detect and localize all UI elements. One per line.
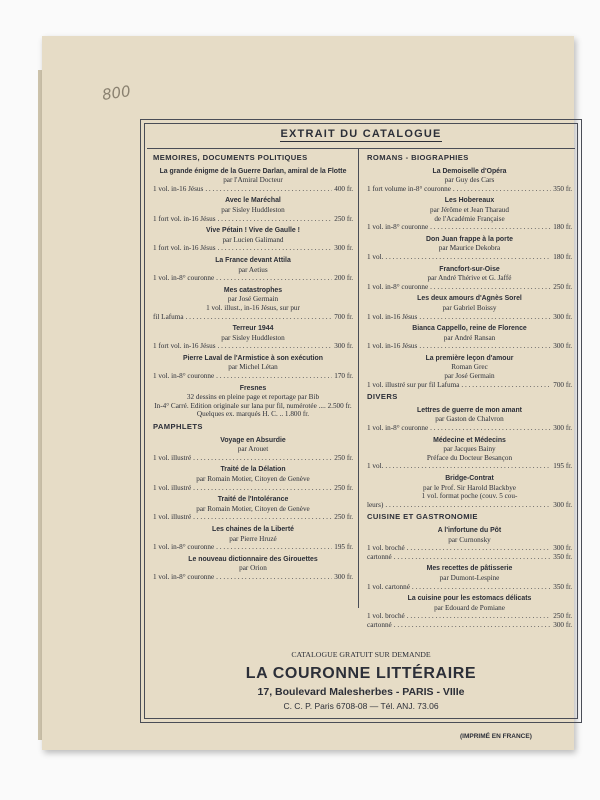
book-detail: par Aetius — [238, 265, 268, 274]
book-detail: par Jérôme et Jean Tharaud — [430, 205, 509, 214]
book-detail: par José Germain — [227, 295, 279, 304]
catalogue-entry — [367, 295, 572, 321]
book-title: La Demoiselle d'Opéra — [432, 167, 507, 175]
item-format: 1 fort vol. in-16 Jésus — [153, 342, 216, 351]
publisher-ccp: C. C. P. Paris 6708-08 — Tél. ANJ. 73.06 — [283, 701, 439, 711]
book-detail: 1 vol. illust., in-16 Jésus, sur pur — [206, 303, 300, 312]
catalogue-entry — [153, 168, 353, 194]
item-format: leurs) — [367, 500, 384, 509]
book-title: Le nouveau dictionnaire des Girouettes — [188, 555, 318, 563]
section-heading: ROMANS - BIOGRAPHIES — [367, 153, 469, 162]
dot-leader — [430, 223, 551, 232]
catalogue-entry — [153, 197, 353, 223]
book-title: Mes recettes de pâtisserie — [426, 565, 513, 573]
price-line — [153, 244, 353, 253]
catalogue-note: CATALOGUE GRATUIT SUR DEMANDE — [291, 650, 431, 659]
dot-leader — [407, 544, 552, 553]
book-title: Bianca Cappello, reine de Florence — [412, 325, 527, 333]
catalogue-entry — [367, 527, 572, 561]
section-heading: MEMOIRES, DOCUMENTS POLITIQUES — [153, 153, 308, 162]
book-detail: par Pierre Hruzé — [229, 534, 277, 543]
item-format: 1 vol. in-8° couronne — [367, 223, 429, 232]
dot-leader — [385, 462, 551, 471]
price-line — [153, 543, 353, 552]
book-detail: par Romain Motier, Citoyen de Genève — [196, 475, 310, 483]
catalogue-entry — [153, 526, 353, 552]
item-price: 250 fr. — [334, 453, 353, 462]
catalogue-entry — [367, 266, 572, 292]
price-line — [153, 513, 353, 522]
item-price: 300 fr. — [553, 500, 572, 509]
item-format: 1 fort vol. in-16 Jésus — [153, 214, 216, 223]
price-line — [367, 462, 572, 471]
book-detail: par Romain Motier, Citoyen de Genève — [196, 504, 310, 513]
item-price: 350 fr. — [553, 552, 572, 561]
item-format: 1 fort volume in-8° couronne — [367, 184, 451, 193]
dot-leader — [461, 381, 551, 390]
item-format: 1 vol. illustré — [153, 513, 192, 522]
book-detail: par Sisley Huddleston — [221, 205, 285, 214]
dot-leader — [407, 612, 552, 621]
price-line — [153, 573, 353, 582]
item-format: 1 vol. illustré sur pur fil Lafuma — [367, 380, 460, 389]
book-detail: par Dumont-Lespine — [439, 573, 500, 582]
price-line — [153, 274, 353, 283]
price-line — [367, 553, 572, 562]
book-detail: par Gaston de Chalvron — [435, 415, 504, 424]
dot-leader — [394, 553, 551, 562]
dot-leader — [430, 424, 551, 433]
book-detail: par Gabriel Boissy — [442, 303, 497, 312]
item-price: 350 fr. — [553, 184, 572, 193]
item-price: 300 fr. — [553, 620, 572, 629]
item-price: 300 fr. — [553, 342, 572, 351]
item-price: 180 fr. — [553, 223, 572, 232]
dot-leader — [218, 215, 333, 224]
book-detail: In-4° Carré. Edition originale sur lana pur fil, numérotée .... 2.500 fr. — [154, 401, 352, 410]
catalogue-entry — [367, 236, 572, 262]
book-back-cover — [42, 36, 574, 750]
item-price: 300 fr. — [553, 424, 572, 433]
item-price: 250 fr. — [553, 612, 572, 621]
dot-leader — [385, 501, 551, 510]
book-detail: par Sisley Huddleston — [221, 333, 285, 342]
book-title: Mes catastrophes — [223, 286, 283, 294]
price-line — [367, 544, 572, 553]
book-title: Médecine et Médecins — [433, 436, 506, 444]
item-format: 1 vol. illustré — [153, 483, 192, 492]
price-line — [367, 621, 572, 630]
catalogue-entry — [367, 325, 572, 351]
book-title: La France devant Attila — [215, 256, 291, 264]
catalogue-entry — [367, 197, 572, 231]
price-line — [367, 424, 572, 433]
book-detail: par Edouard de Pomiane — [434, 603, 505, 612]
book-title: Avec le Maréchal — [225, 197, 281, 205]
book-title: Pierre Laval de l'Armistice à son exécution — [183, 354, 323, 362]
price-line — [367, 253, 572, 262]
section-heading: CUISINE ET GASTRONOMIE — [367, 512, 478, 522]
book-title: A l'infortune du Pôt — [437, 526, 502, 534]
item-format: fil Lafuma — [153, 312, 184, 321]
book-detail: par Guy des Cars — [444, 176, 495, 185]
column-divider — [358, 148, 359, 608]
dot-leader — [216, 573, 332, 582]
book-detail: par Curnonsky — [448, 535, 491, 544]
price-line — [153, 484, 353, 493]
publisher-address: 17, Boulevard Malesherbes - PARIS - VIIIe — [257, 686, 465, 698]
catalogue-entry — [153, 496, 353, 522]
book-detail: par Lucien Galimand — [222, 235, 284, 244]
item-format: 1 vol. in-8° couronne — [153, 543, 215, 552]
item-format: 1 vol. in-8° couronne — [153, 372, 215, 381]
item-format: 1 vol. in-16 Jésus — [367, 312, 418, 321]
item-price: 195 fr. — [334, 543, 353, 552]
dot-leader — [205, 185, 332, 194]
dot-leader — [218, 342, 333, 351]
book-title: Les Hobereaux — [444, 197, 495, 205]
pencil-price-note: 800 — [100, 82, 132, 104]
price-line — [153, 372, 353, 381]
item-format: 1 vol. broché — [367, 612, 405, 621]
item-price: 250 fr. — [334, 513, 353, 522]
catalogue-entry — [367, 437, 572, 471]
price-line — [153, 185, 353, 194]
book-title: Terreur 1944 — [232, 325, 274, 333]
dot-leader — [216, 274, 332, 283]
book-title: Les chaines de la Liberté — [212, 525, 294, 533]
book-title: Lettres de guerre de mon amant — [417, 406, 522, 414]
book-title: La première leçon d'amour — [425, 354, 514, 362]
book-title: La cuisine pour les estomacs délicats — [407, 595, 532, 603]
item-format: 1 vol. — [367, 462, 384, 471]
dot-leader — [385, 253, 551, 262]
catalogue-entry — [367, 595, 572, 629]
item-format: 1 vol. in-16 Jésus — [153, 184, 204, 193]
price-line — [367, 612, 572, 621]
item-price: 700 fr. — [334, 312, 353, 321]
catalogue-entry — [153, 325, 353, 351]
book-detail: par Arouet — [237, 445, 269, 454]
item-price: 300 fr. — [334, 342, 353, 351]
book-detail: par André Thérive et G. Jaffé — [427, 274, 512, 283]
catalogue-entry — [153, 437, 353, 463]
right-column — [367, 152, 572, 634]
price-line — [153, 215, 353, 224]
item-format: cartonné — [367, 552, 392, 561]
price-line — [367, 283, 572, 292]
item-price: 170 fr. — [334, 372, 353, 381]
dot-leader — [193, 484, 332, 493]
catalogue-entry — [153, 227, 353, 253]
catalogue-entry — [153, 287, 353, 321]
catalogue-title-text: EXTRAIT DU CATALOGUE — [280, 128, 442, 140]
item-format: 1 vol. — [367, 252, 384, 261]
catalogue-frame — [140, 119, 582, 723]
catalogue-entry — [153, 385, 353, 419]
item-format: 1 vol. in-8° couronne — [153, 572, 215, 581]
book-title: Traité de la Délation — [220, 466, 286, 474]
item-price: 200 fr. — [334, 274, 353, 283]
dot-leader — [394, 621, 551, 630]
book-title: Fresnes — [239, 384, 267, 392]
item-format: 1 vol. broché — [367, 544, 405, 553]
item-price: 350 fr. — [553, 582, 572, 591]
item-price: 400 fr. — [334, 184, 353, 193]
price-line — [367, 583, 572, 592]
book-detail: de l'Académie Française — [434, 214, 505, 223]
price-line — [153, 342, 353, 351]
book-detail: 32 dessins en pleine page et reportage par Bib — [186, 393, 320, 402]
book-detail: par l'Amiral Docteur — [223, 176, 283, 185]
left-column — [153, 152, 353, 586]
price-line — [153, 313, 353, 322]
item-format: 1 vol. cartonné — [367, 582, 410, 591]
item-price: 180 fr. — [553, 252, 572, 261]
book-title: Bridge-Contrat — [445, 475, 494, 482]
book-detail: par Jacques Bainy — [443, 445, 496, 454]
dot-leader — [419, 342, 551, 351]
book-title: Traité de l'Intolérance — [217, 496, 289, 504]
item-format: 1 fort vol. in-16 Jésus — [153, 244, 216, 253]
price-line — [153, 454, 353, 463]
publisher-footer — [141, 650, 581, 711]
item-price: 195 fr. — [553, 462, 572, 471]
section-heading: DIVERS — [367, 392, 398, 402]
book-detail: par Michel Létan — [228, 363, 278, 372]
item-price: 300 fr. — [334, 244, 353, 253]
item-format: 1 vol. in-16 Jésus — [367, 342, 418, 351]
price-line — [367, 501, 572, 510]
catalogue-entry — [153, 355, 353, 381]
price-line — [367, 223, 572, 232]
item-price: 300 fr. — [553, 544, 572, 553]
catalogue-entry — [153, 257, 353, 283]
catalogue-entry — [367, 475, 572, 509]
dot-leader — [216, 543, 332, 552]
book-detail: Roman Grec — [451, 363, 488, 372]
book-detail: par José Germain — [444, 372, 495, 381]
section-heading: PAMPHLETS — [153, 422, 203, 432]
item-format: cartonné — [367, 620, 392, 629]
book-title: Vive Pétain ! Vive de Gaulle ! — [206, 227, 300, 235]
item-price: 300 fr. — [553, 312, 572, 321]
catalogue-entry — [367, 168, 572, 194]
book-detail: par Orion — [239, 564, 267, 573]
item-format: 1 vol. in-8° couronne — [367, 282, 429, 291]
item-format: 1 vol. in-8° couronne — [153, 274, 215, 283]
catalogue-entry — [153, 556, 353, 582]
catalogue-entry — [153, 466, 353, 492]
price-line — [367, 185, 572, 194]
dot-leader — [218, 244, 333, 253]
price-line — [367, 342, 572, 351]
catalogue-entry — [367, 355, 572, 389]
book-title: Voyage en Absurdie — [220, 436, 286, 444]
book-detail: Préface du Docteur Besançon — [426, 453, 513, 462]
item-format: 1 vol. illustré — [153, 453, 192, 462]
item-price: 300 fr. — [334, 572, 353, 581]
catalogue-title — [141, 128, 581, 140]
dot-leader — [193, 513, 332, 522]
book-detail: par le Prof. Sir Harold Blackbye — [422, 483, 516, 492]
dot-leader — [419, 313, 551, 322]
catalogue-entry — [367, 565, 572, 591]
dot-leader — [412, 583, 551, 592]
dot-leader — [193, 454, 332, 463]
dot-leader — [216, 372, 332, 381]
item-price: 250 fr. — [334, 483, 353, 492]
dot-leader — [453, 185, 551, 194]
book-title: Les deux amours d'Agnès Sorel — [417, 295, 522, 303]
book-detail: 1 vol. format poche (couv. 5 cou- — [421, 492, 518, 501]
title-rule — [147, 148, 575, 149]
book-title: Francfort-sur-Oise — [439, 265, 500, 273]
book-detail: par Maurice Dekobra — [438, 244, 501, 253]
imprint-note: (IMPRIMÉ EN FRANCE) — [460, 733, 532, 740]
item-format: 1 vol. in-8° couronne — [367, 424, 429, 433]
dot-leader — [430, 283, 551, 292]
publisher-name: LA COURONNE LITTÉRAIRE — [245, 665, 477, 682]
item-price: 250 fr. — [553, 282, 572, 291]
book-title: Don Juan frappe à la porte — [426, 235, 513, 243]
item-price: 700 fr. — [553, 380, 572, 389]
item-price: 250 fr. — [334, 214, 353, 223]
dot-leader — [186, 313, 333, 322]
book-detail: par André Ransan — [443, 333, 496, 342]
price-line — [367, 313, 572, 322]
price-line — [367, 381, 572, 390]
catalogue-entry — [367, 407, 572, 433]
book-title: La grande énigme de la Guerre Darlan, amiral de la Flotte — [159, 167, 347, 175]
book-detail: Quelques ex. marqués H. C. .. 1.800 fr. — [196, 410, 310, 419]
